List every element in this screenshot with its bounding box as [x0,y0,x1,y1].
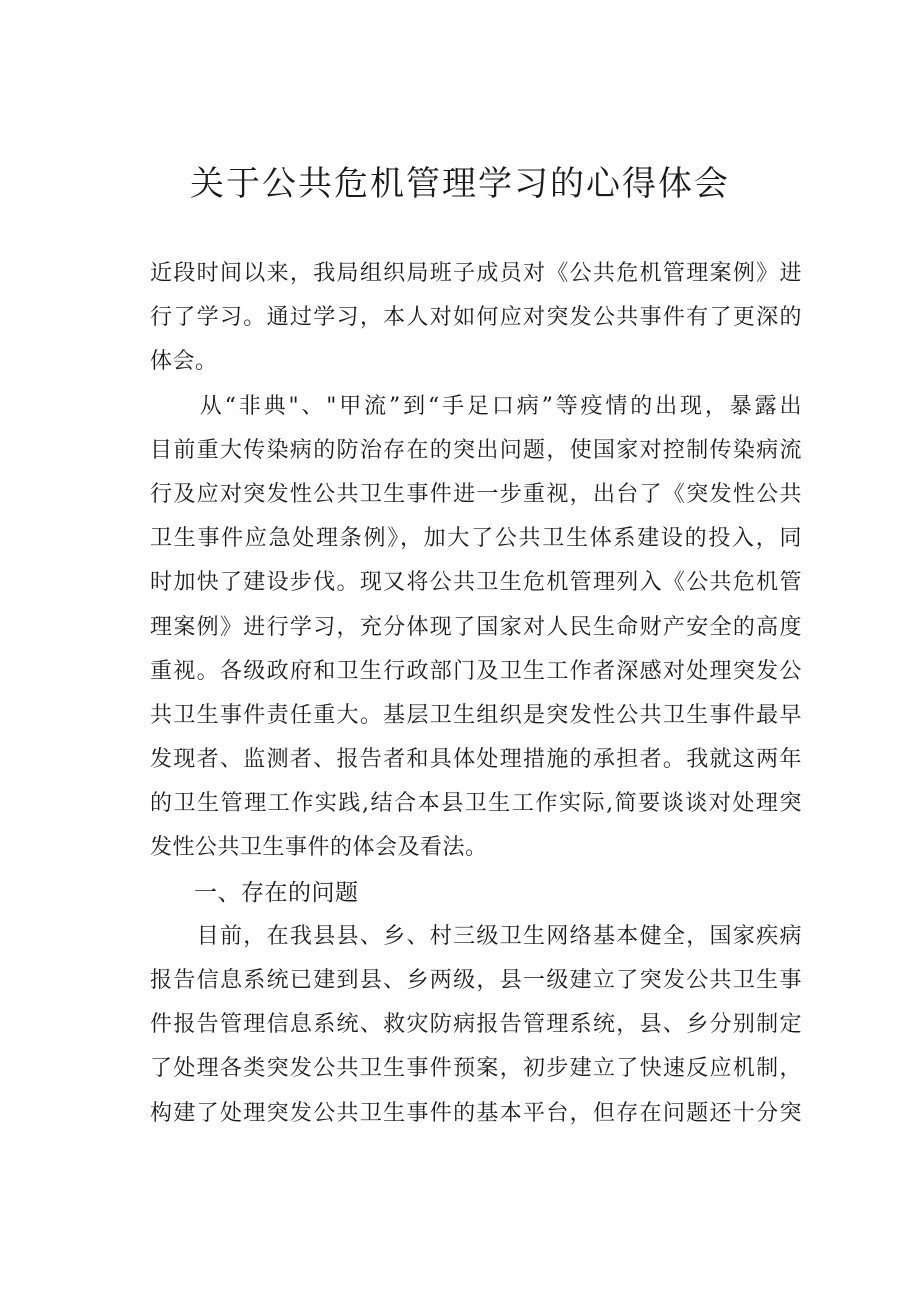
text-line: 的卫生管理工作实践,结合本县卫生工作实际,简要谈谈对处理突 [150,791,802,817]
text-line: 了处理各类突发公共卫生事件预案，初步建立了快速反应机制， [150,1056,802,1082]
text-line: 行了学习。通过学习，本人对如何应对突发公共事件有了更深的 [150,305,802,331]
text-line: 理案例》进行学习，充分体现了国家对人民生命财产安全的高度 [150,614,802,640]
text-line: 目前，在我县县、乡、村三级卫生网络基本健全，国家疾病 [150,923,802,949]
text-line: 行及应对突发性公共卫生事件进一步重视，出台了《突发性公共 [150,481,802,507]
text-line: 重视。各级政府和卫生行政部门及卫生工作者深感对处理突发公 [150,658,802,684]
text-line: 报告信息系统已建到县、乡两级，县一级建立了突发公共卫生事 [150,968,802,993]
text-line: 近段时间以来，我局组织局班子成员对《公共危机管理案例》进 [150,261,802,286]
section-heading: 一、存在的问题 [194,879,359,906]
text-line: 发性公共卫生事件的体会及看法。 [150,835,488,861]
text-line: 件报告管理信息系统、救灾防病报告管理系统，县、乡分别制定 [150,1012,802,1038]
text-line: 发现者、监测者、报告者和具体处理措施的承担者。我就这两年 [150,747,802,773]
document-title: 关于公共危机管理学习的心得体会 [190,164,730,204]
text-line: 从“非典"、"甲流”到“手足口病”等疫情的出现，暴露出 [150,393,802,419]
text-line: 目前重大传染病的防治存在的突出问题，使国家对控制传染病流 [150,437,802,463]
text-line: 共卫生事件责任重大。基层卫生组织是突发性公共卫生事件最早 [150,702,802,728]
text-line: 体会。 [150,349,218,375]
document-body [150,252,802,1136]
text-line: 时加快了建设步伐。现又将公共卫生危机管理列入《公共危机管 [150,570,802,596]
text-line: 卫生事件应急处理条例》，加大了公共卫生体系建设的投入，同 [150,526,802,552]
text-line: 构建了处理突发公共卫生事件的基本平台，但存在问题还十分突 [150,1100,802,1126]
